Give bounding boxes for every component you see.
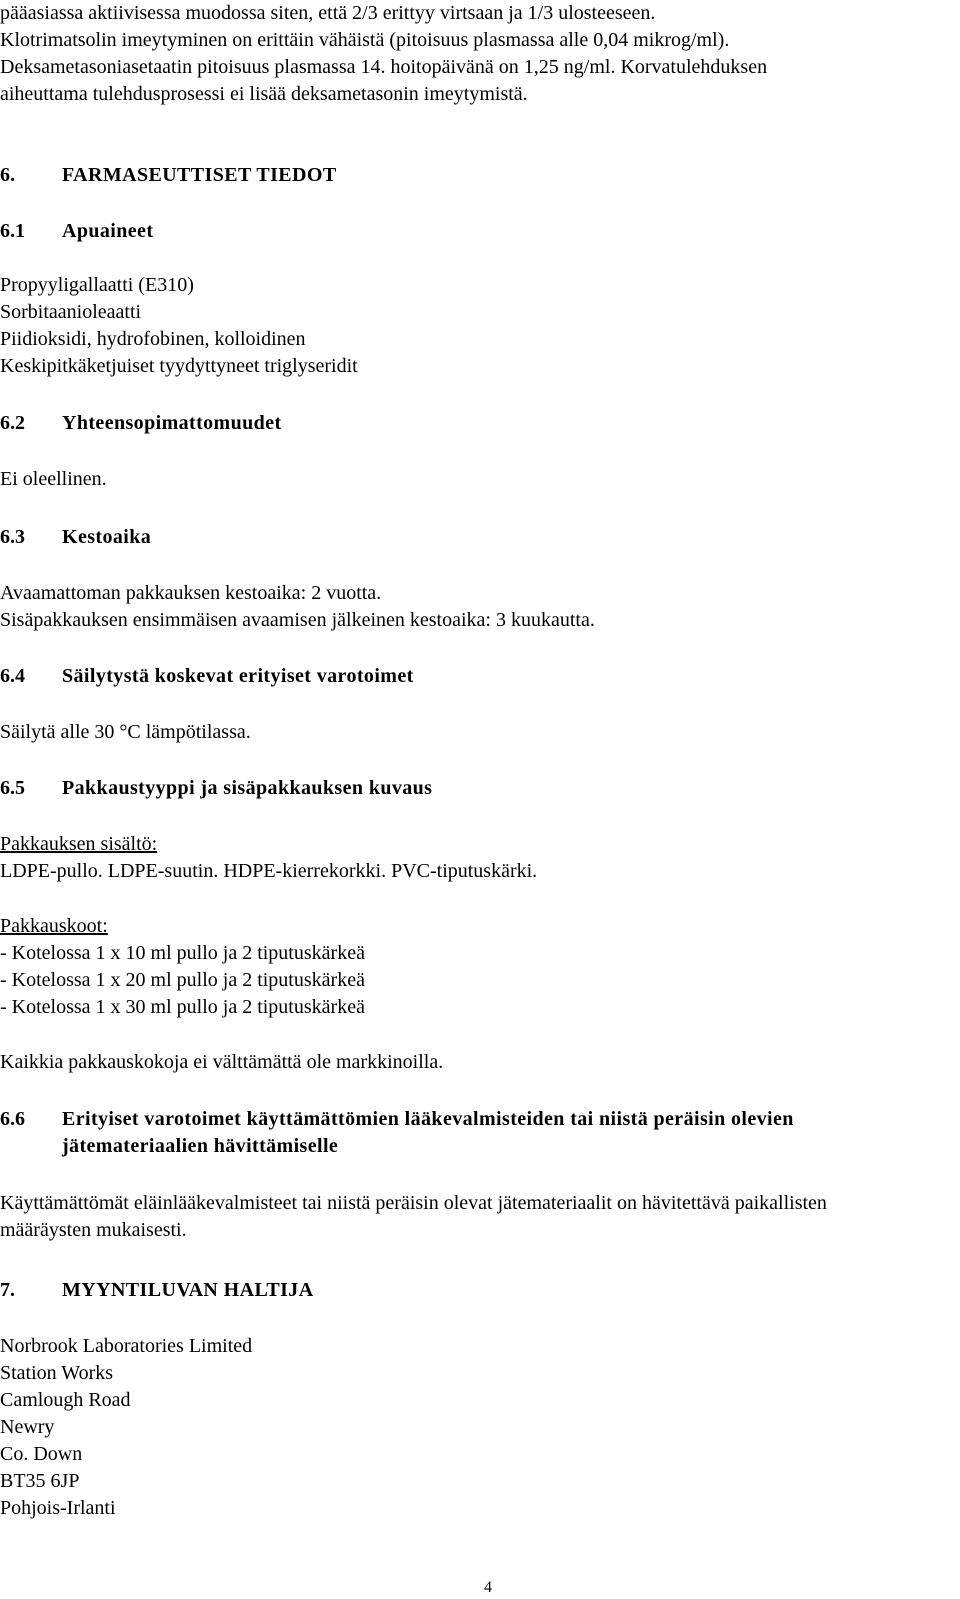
subsection-number: 6.6 [0,1108,25,1130]
pack-size-item: - Kotelossa 1 x 20 ml pullo ja 2 tiputuskärkeä [0,969,365,991]
address-line: Station Works [0,1362,114,1384]
paragraph-text: Kaikkia pakkauskokoja ei välttämättä ole markkinoilla. [0,1051,444,1073]
address-line: Co. Down [0,1443,83,1465]
excipient-item: Propyyligallaatti (E310) [0,274,194,296]
pack-size-item: - Kotelossa 1 x 30 ml pullo ja 2 tiputuskärkeä [0,996,365,1018]
section-number: 6. [0,164,15,186]
subsection-number: 6.1 [0,220,25,242]
subsection-number: 6.3 [0,526,25,548]
pack-size-item: - Kotelossa 1 x 10 ml pullo ja 2 tiputuskärkeä [0,942,365,964]
address-line: BT35 6JP [0,1470,80,1492]
subsection-heading: Kestoaika [62,526,152,548]
subsection-heading: Yhteensopimattomuudet [62,412,282,434]
paragraph-text: Säilytä alle 30 °C lämpötilassa. [0,721,251,743]
intro-line: Deksametasoniasetaatin pitoisuus plasmassa 14. hoitopäivänä on 1,25 ng/ml. Korvatulehduksen [0,56,768,78]
paragraph-text: määräysten mukaisesti. [0,1219,187,1241]
subsection-heading: Erityiset varotoimet käyttämättömien lääkevalmisteiden tai niistä peräisin olevien [62,1108,794,1130]
address-line: Norbrook Laboratories Limited [0,1335,253,1357]
excipient-item: Sorbitaanioleaatti [0,301,142,323]
contents-label: Pakkauksen sisältö: [0,833,158,855]
address-line: Newry [0,1416,55,1438]
section-number: 7. [0,1279,15,1301]
subsection-heading-continued: jätemateriaalien hävittämiselle [62,1135,339,1157]
subsection-heading: Säilytystä koskevat erityiset varotoimet [62,665,414,687]
address-line: Pohjois-Irlanti [0,1497,116,1519]
subsection-number: 6.2 [0,412,25,434]
excipient-item: Piidioksidi, hydrofobinen, kolloidinen [0,328,306,350]
section-heading: FARMASEUTTISET TIEDOT [62,164,337,186]
address-line: Camlough Road [0,1389,131,1411]
paragraph-text: LDPE-pullo. LDPE-suutin. HDPE-kierrekorkki. PVC-tiputuskärki. [0,860,538,882]
subsection-number: 6.5 [0,777,25,799]
section-heading: MYYNTILUVAN HALTIJA [62,1279,314,1301]
subsection-heading: Apuaineet [62,220,154,242]
paragraph-text: Ei oleellinen. [0,468,107,490]
intro-line: Klotrimatsolin imeytyminen on erittäin vähäistä (pitoisuus plasmassa alle 0,04 mikrog/ml). [0,29,730,51]
excipient-item: Keskipitkäketjuiset tyydyttyneet triglyseridit [0,355,358,377]
subsection-heading: Pakkaustyyppi ja sisäpakkauksen kuvaus [62,777,433,799]
page-number: 4 [484,1579,492,1596]
paragraph-text: Käyttämättömät eläinlääkevalmisteet tai niistä peräisin olevat jätemateriaalit on hävitettävä paikallisten [0,1192,827,1214]
subsection-number: 6.4 [0,665,25,687]
intro-line: pääasiassa aktiivisessa muodossa siten, että 2/3 erittyy virtsaan ja 1/3 ulosteeseen. [0,2,656,24]
intro-line: aiheuttama tulehdusprosessi ei lisää deksametasonin imeytymistä. [0,83,528,105]
paragraph-text: Avaamattoman pakkauksen kestoaika: 2 vuotta. [0,582,382,604]
paragraph-text: Sisäpakkauksen ensimmäisen avaamisen jälkeinen kestoaika: 3 kuukautta. [0,609,595,631]
sizes-label: Pakkauskoot: [0,915,108,937]
